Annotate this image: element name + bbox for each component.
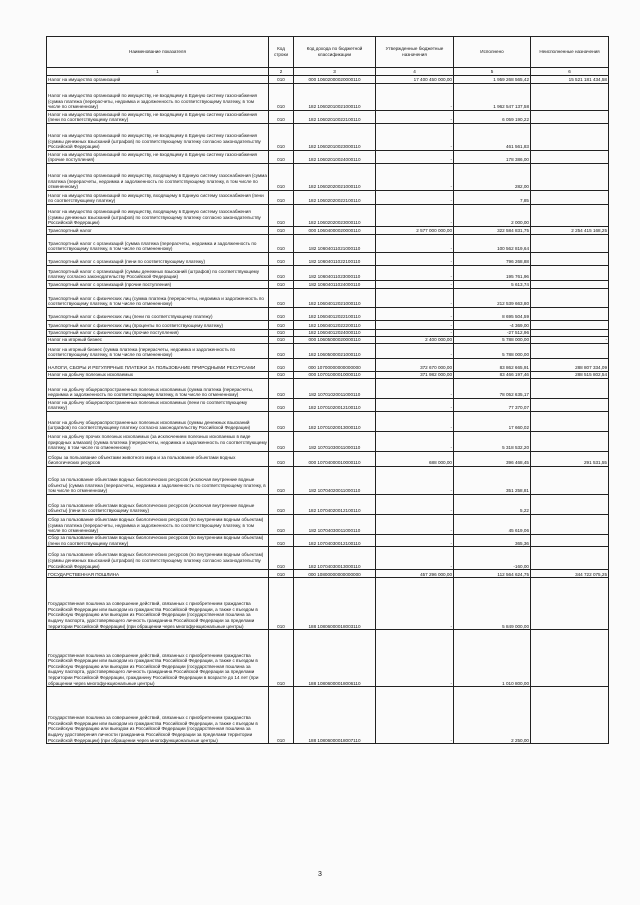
row-name: Налог на добычу полезных ископаемых [47, 372, 269, 379]
table-row [47, 535, 609, 547]
row-executed: 83 466 197,46 [454, 372, 531, 379]
row-name: Транспортный налог с организаций (суммы денежных взысканий (штрафов) по соответствующему платежу согласно законодательству Российской Федерации) [47, 266, 269, 281]
row-line-code: 010 [269, 330, 294, 337]
row-name: Налог на имущество организаций по имуществу, не входящему в Единую систему газоснабжения (сумма платежа (перерасчеты, недоимка и задолженность по соответствующему платежу, в том числе по отмененному) [47, 84, 269, 111]
table-body [47, 76, 609, 744]
row-income-code: 182 10602020023000110 [294, 205, 376, 227]
row-unexecuted [531, 308, 609, 321]
row-unexecuted [531, 235, 609, 253]
row-line-code: 010 [269, 570, 294, 578]
row-line-code: 010 [269, 76, 294, 84]
row-income-code: 188 10806000018007110 [294, 687, 376, 744]
row-income-code: 182 10704030012100110 [294, 535, 376, 547]
row-unexecuted: 291 531,55 [531, 452, 609, 467]
table-row [47, 630, 609, 687]
row-executed: 351 258,81 [454, 467, 531, 495]
row-unexecuted [531, 379, 609, 399]
row-name: Налог на добычу прочих полезных ископаемых (за исключением полезных ископаемых в виде природных алмазов) (сумма платежа (перерасчеты, недоимка и задолженность по соответствующему платежу, в том числе по отмененному) [47, 432, 269, 452]
row-approved: - [376, 111, 454, 124]
row-income-code: 000 10701000010000110 [294, 372, 376, 379]
row-name: ГОСУДАРСТВЕННАЯ ПОШЛИНА [47, 570, 269, 578]
row-income-code: 182 10604011021000110 [294, 235, 376, 253]
table-row [47, 84, 609, 111]
row-approved: - [376, 687, 454, 744]
row-executed: 2 250,00 [454, 687, 531, 744]
row-approved: - [376, 191, 454, 205]
row-line-code: 010 [269, 227, 294, 235]
row-approved: - [376, 164, 454, 191]
row-approved: 371 982 000,00 [376, 372, 454, 379]
row-executed: 1 962 547 137,58 [454, 84, 531, 111]
row-line-code: 010 [269, 379, 294, 399]
row-unexecuted [531, 344, 609, 359]
row-line-code: 010 [269, 253, 294, 266]
row-unexecuted [531, 253, 609, 266]
row-name: Налог на имущество организаций [47, 76, 269, 84]
row-name: Транспортный налог с организаций (сумма платежа (перерасчеты, недоимка и задолженность по соответствующему платежу, в том числе по отмененному) [47, 235, 269, 253]
row-approved: - [376, 124, 454, 151]
row-executed: -4 369,00 [454, 321, 531, 330]
row-executed: -27 512,96 [454, 330, 531, 337]
row-unexecuted [531, 124, 609, 151]
row-unexecuted [531, 84, 609, 111]
column-number: 5 [454, 68, 531, 76]
row-income-code: 182 10602020022100110 [294, 191, 376, 205]
row-unexecuted [531, 687, 609, 744]
row-line-code: 010 [269, 687, 294, 744]
row-unexecuted: 344 722 075,25 [531, 570, 609, 578]
row-unexecuted [531, 515, 609, 535]
row-income-code: 182 10602010024000110 [294, 151, 376, 164]
row-income-code: 182 10604012022200110 [294, 321, 376, 330]
row-income-code: 182 10602020021000110 [294, 164, 376, 191]
row-income-code: 182 10701020011000110 [294, 379, 376, 399]
row-line-code: 010 [269, 547, 294, 570]
row-line-code: 010 [269, 84, 294, 111]
row-approved: - [376, 205, 454, 227]
row-unexecuted [531, 266, 609, 281]
row-income-code: 000 10704000010000110 [294, 452, 376, 467]
table-row [47, 227, 609, 235]
row-executed: 83 862 665,91 [454, 359, 531, 372]
table-row [47, 359, 609, 372]
row-executed: 178 386,00 [454, 151, 531, 164]
table-row [47, 76, 609, 84]
row-income-code: 182 10604011023000110 [294, 266, 376, 281]
row-executed: 2 000,00 [454, 205, 531, 227]
column-number-row [47, 68, 609, 76]
row-line-code: 010 [269, 281, 294, 289]
row-name: Налог на имущество организаций по имуществу, входящему в Единую систему газоснабжения (пени по соответствующему платежу) [47, 191, 269, 205]
table-row [47, 570, 609, 578]
header-line-code: Код строки [269, 37, 294, 68]
table-row [47, 308, 609, 321]
table-row [47, 547, 609, 570]
row-name: Налог на имущество организаций по имуществу, не входящему в Единую систему газоснабжения (прочие поступления) [47, 151, 269, 164]
row-income-code: 188 10806000018003110 [294, 578, 376, 630]
row-line-code: 010 [269, 205, 294, 227]
row-unexecuted [531, 432, 609, 452]
row-name: Транспортный налог с организаций (прочие поступления) [47, 281, 269, 289]
table-row [47, 330, 609, 337]
row-approved: - [376, 344, 454, 359]
row-name: Сбор за пользование объектами водных биологических ресурсов (по внутренним водным объектам) (пени по соответствующему платежу) [47, 535, 269, 547]
row-executed: 77 370,07 [454, 399, 531, 412]
row-line-code: 010 [269, 399, 294, 412]
row-line-code: 010 [269, 359, 294, 372]
table-row [47, 164, 609, 191]
table-row [47, 281, 609, 289]
row-executed: 461 561,83 [454, 124, 531, 151]
row-name: Налог на игорный бизнес (сумма платежа (перерасчеты, недоимка и задолженность по соответствующему платежу, в том числе по отмененному) [47, 344, 269, 359]
row-income-code: 182 10602010023000110 [294, 124, 376, 151]
row-executed: 5 318 532,20 [454, 432, 531, 452]
table-row [47, 253, 609, 266]
row-approved: - [376, 515, 454, 535]
row-income-code: 182 10604012022100110 [294, 308, 376, 321]
row-executed: 195 761,96 [454, 266, 531, 281]
row-line-code: 010 [269, 452, 294, 467]
row-line-code: 010 [269, 337, 294, 344]
table-row [47, 578, 609, 630]
row-income-code: 182 10604011022100110 [294, 253, 376, 266]
row-unexecuted [531, 495, 609, 515]
row-line-code: 010 [269, 432, 294, 452]
table-row [47, 235, 609, 253]
row-line-code: 010 [269, 266, 294, 281]
row-line-code: 010 [269, 630, 294, 687]
row-name: Сбор за пользование объектами водных биологических ресурсов (по внутренним водным объектам) (сумма платежа (перерасчеты, недоимка и задолженность по соответствующему платежу, в том числе по отмененному) [47, 515, 269, 535]
table-row [47, 432, 609, 452]
row-name: Налог на имущество организаций по имуществу, входящему в Единую систему газоснабжения (сумма платежа (перерасчеты, недоимка и задолженность по соответствующему платежу, в том числе по отмененному) [47, 164, 269, 191]
row-executed: 282,00 [454, 164, 531, 191]
row-approved: - [376, 547, 454, 570]
row-approved: - [376, 151, 454, 164]
row-name: Транспортный налог [47, 227, 269, 235]
row-approved: - [376, 281, 454, 289]
row-income-code: 182 10602010022100110 [294, 111, 376, 124]
row-approved: 457 296 000,00 [376, 570, 454, 578]
row-unexecuted: 15 521 181 434,58 [531, 76, 609, 84]
row-name: Транспортный налог с физических лиц (пени по соответствующему платежу) [47, 308, 269, 321]
table-row [47, 191, 609, 205]
row-name: Транспортный налог с физических лиц (сумма платежа (перерасчеты, недоимка и задолженность по соответствующему платежу, в том числе по отмененному) [47, 289, 269, 308]
table-row [47, 412, 609, 432]
row-approved: - [376, 330, 454, 337]
column-number: 3 [294, 68, 376, 76]
row-approved: 688 000,00 [376, 452, 454, 467]
row-approved: - [376, 289, 454, 308]
row-approved: - [376, 495, 454, 515]
row-name: Государственная пошлина за совершение действий, связанных с приобретением гражданства Российской Федерации или выходом из гражданства Российской Федерации, а также с въездом в Российскую Федерацию или выездом из Российской Федерации (государственная пошлина за выдачу паспорта, удостоверяющего личность гражданина Российской Федерации за пределами территории Российской Федерации) (при обращении через многофункциональные центры) [47, 578, 269, 630]
row-approved: - [376, 308, 454, 321]
row-name: Сбор за пользование объектами водных биологических ресурсов (исключая внутренние водные объекты) (сумма платежа (перерасчеты, недоимка и задолженность по соответствующему платежу, в том числе по отмененному) [47, 467, 269, 495]
row-unexecuted: 288 807 334,09 [531, 359, 609, 372]
row-income-code: 182 10701020012100110 [294, 399, 376, 412]
row-income-code: 182 10701030011000110 [294, 432, 376, 452]
row-unexecuted [531, 151, 609, 164]
row-executed: 100 562 819,64 [454, 235, 531, 253]
row-unexecuted: 288 515 802,54 [531, 372, 609, 379]
table-row [47, 205, 609, 227]
row-approved: - [376, 630, 454, 687]
row-approved: 2 400 000,00 [376, 337, 454, 344]
row-line-code: 010 [269, 495, 294, 515]
row-line-code: 010 [269, 321, 294, 330]
header-income-code: Код дохода по бюджетной классификации [294, 37, 376, 68]
row-unexecuted [531, 205, 609, 227]
row-executed: 365,36 [454, 535, 531, 547]
row-unexecuted [531, 191, 609, 205]
row-line-code: 010 [269, 467, 294, 495]
row-line-code: 010 [269, 111, 294, 124]
row-approved: 17 400 450 000,00 [376, 76, 454, 84]
row-name: Государственная пошлина за совершение действий, связанных с приобретением гражданства Российской Федерации или выходом из гражданства Российской Федерации, а также с въездом в Российскую Федерацию или выездом из Российской Федерации (государственная пошлина за выдачу паспорта, удостоверяющего личность гражданина Российской Федерации за пределами территории Российской Федерации, гражданину Российской Федерации в возрасте до 14 лет (при обращении через многофункциональные центры) [47, 630, 269, 687]
row-approved: - [376, 266, 454, 281]
column-number: 1 [47, 68, 269, 76]
row-income-code: 182 10704030011000110 [294, 515, 376, 535]
row-approved: - [376, 321, 454, 330]
row-executed: 5 788 000,00 [454, 344, 531, 359]
row-executed: 5 788 000,00 [454, 337, 531, 344]
row-unexecuted [531, 111, 609, 124]
row-approved: - [376, 535, 454, 547]
row-name: Налог на добычу общераспространенных полезных ископаемых (сумма платежа (перерасчеты, недоимка и задолженность по соответствующему платежу, в том числе по отмененному) [47, 379, 269, 399]
row-income-code: 000 10605000020000110 [294, 337, 376, 344]
row-approved: - [376, 412, 454, 432]
row-executed: 322 584 831,75 [454, 227, 531, 235]
row-line-code: 010 [269, 535, 294, 547]
row-income-code: 182 10604012024000110 [294, 330, 376, 337]
row-approved: - [376, 235, 454, 253]
row-approved: - [376, 467, 454, 495]
row-executed: 17 660,02 [454, 412, 531, 432]
row-line-code: 010 [269, 344, 294, 359]
table-row [47, 467, 609, 495]
row-approved: - [376, 578, 454, 630]
row-income-code: 182 10704020012100110 [294, 495, 376, 515]
row-income-code: 188 10806000018006110 [294, 630, 376, 687]
row-unexecuted: 2 254 415 168,25 [531, 227, 609, 235]
row-executed: 5 849 000,00 [454, 578, 531, 630]
table-row [47, 289, 609, 308]
row-line-code: 010 [269, 308, 294, 321]
row-name: Государственная пошлина за совершение действий, связанных с приобретением гражданства Российской Федерации или выходом из гражданства Российской Федерации, а также с въездом в Российскую Федерацию или выездом из Российской Федерации (государственная пошлина за выдачу удостоверения личности гражданина Российской Федерации за пределами территории Российской Федерации) (при обращении через многофункциональные центры) [47, 687, 269, 744]
row-name: Налог на добычу общераспространенных полезных ископаемых (пени по соответствующему платежу) [47, 399, 269, 412]
row-line-code: 010 [269, 372, 294, 379]
table-row [47, 151, 609, 164]
row-income-code: 182 10704020011000110 [294, 467, 376, 495]
row-unexecuted [531, 321, 609, 330]
row-name: Сбор за пользование объектами водных биологических ресурсов (по внутренним водным объектам) (суммы денежных взысканий (штрафов) по соответствующему платежу согласно законодательству Российской Федерации) [47, 547, 269, 570]
row-executed: -160,00 [454, 547, 531, 570]
table-row [47, 452, 609, 467]
row-unexecuted [531, 281, 609, 289]
row-name: Сборы за пользование объектами животного мира и за пользование объектами водных биологических ресурсов [47, 452, 269, 467]
row-executed: 396 468,45 [454, 452, 531, 467]
row-line-code: 010 [269, 191, 294, 205]
row-unexecuted: - [531, 337, 609, 344]
row-executed: 8 695 504,59 [454, 308, 531, 321]
column-number: 6 [531, 68, 609, 76]
budget-execution-table [46, 36, 609, 744]
row-income-code: 000 10604000020000110 [294, 227, 376, 235]
row-executed: 6 059 190,22 [454, 111, 531, 124]
row-line-code: 010 [269, 578, 294, 630]
row-name: Налог на игорный бизнес [47, 337, 269, 344]
row-income-code: 000 10602000020000110 [294, 76, 376, 84]
row-name: Сбор за пользование объектами водных биологических ресурсов (исключая внутренние водные объекты) (пени по соответствующему платежу) [47, 495, 269, 515]
row-approved: - [376, 84, 454, 111]
row-approved: 372 670 000,00 [376, 359, 454, 372]
table-row [47, 124, 609, 151]
row-executed: 1 010 800,00 [454, 630, 531, 687]
row-unexecuted [531, 535, 609, 547]
row-name: НАЛОГИ, СБОРЫ И РЕГУЛЯРНЫЕ ПЛАТЕЖИ ЗА ПОЛЬЗОВАНИЕ ПРИРОДНЫМИ РЕСУРСАМИ [47, 359, 269, 372]
row-name: Налог на добычу общераспространенных полезных ископаемых (суммы денежных взысканий (штрафов) по соответствующему платежу согласно законодательству Российской Федерации) [47, 412, 269, 432]
table-row [47, 321, 609, 330]
table-row [47, 372, 609, 379]
row-name: Налог на имущество организаций по имуществу, входящему в Единую систему газоснабжения (суммы денежных взысканий (штрафов) по соответствующему платежу согласно законодательству Российской Федерации) [47, 205, 269, 227]
row-line-code: 010 [269, 151, 294, 164]
table-row [47, 515, 609, 535]
row-name: Транспортный налог с физических лиц (прочие поступления) [47, 330, 269, 337]
row-income-code: 182 10604011024000110 [294, 281, 376, 289]
column-number: 4 [376, 68, 454, 76]
row-unexecuted [531, 630, 609, 687]
header-unexecuted: Неисполненные назначения [531, 37, 609, 68]
row-unexecuted [531, 399, 609, 412]
row-income-code: 000 10700000000000000 [294, 359, 376, 372]
row-approved: 2 577 000 000,00 [376, 227, 454, 235]
row-income-code: 182 10604012021000110 [294, 289, 376, 308]
row-unexecuted [531, 330, 609, 337]
row-executed: 5,22 [454, 495, 531, 515]
row-unexecuted [531, 289, 609, 308]
row-name: Налог на имущество организаций по имуществу, не входящему в Единую систему газоснабжения (суммы денежных взысканий (штрафов) по соответствующему платежу согласно законодательству Российской Федерации) [47, 124, 269, 151]
row-executed: 5 613,74 [454, 281, 531, 289]
table-row [47, 687, 609, 744]
row-executed: 112 564 624,75 [454, 570, 531, 578]
row-name: Транспортный налог с физических лиц (проценты по соответствующему платежу) [47, 321, 269, 330]
row-line-code: 010 [269, 235, 294, 253]
row-approved: - [376, 379, 454, 399]
row-executed: 796 268,88 [454, 253, 531, 266]
header-approved: Утвержденные бюджетные назначения [376, 37, 454, 68]
column-number: 2 [269, 68, 294, 76]
row-unexecuted [531, 412, 609, 432]
row-approved: - [376, 253, 454, 266]
row-executed: 78 052 635,17 [454, 379, 531, 399]
row-unexecuted [531, 578, 609, 630]
row-unexecuted [531, 467, 609, 495]
row-line-code: 010 [269, 164, 294, 191]
table-row [47, 337, 609, 344]
table-row [47, 111, 609, 124]
row-line-code: 010 [269, 515, 294, 535]
row-executed: 45 619,06 [454, 515, 531, 535]
row-executed: 1 959 268 565,42 [454, 76, 531, 84]
row-approved: - [376, 432, 454, 452]
row-unexecuted [531, 547, 609, 570]
page-number: 3 [318, 871, 322, 878]
row-income-code: 182 10602010021000110 [294, 84, 376, 111]
row-line-code: 010 [269, 124, 294, 151]
table-row [47, 344, 609, 359]
table-row [47, 379, 609, 399]
row-executed: 7,85 [454, 191, 531, 205]
row-income-code: 182 10704030013000110 [294, 547, 376, 570]
row-line-code: 010 [269, 412, 294, 432]
row-name: Налог на имущество организаций по имуществу, не входящему в Единую систему газоснабжения (пени по соответствующему платежу) [47, 111, 269, 124]
header-name: Наименование показателя [47, 37, 269, 68]
row-income-code: 182 10605000021000110 [294, 344, 376, 359]
table-header-row [47, 37, 609, 68]
header-executed: Исполнено [454, 37, 531, 68]
row-line-code: 010 [269, 289, 294, 308]
row-name: Транспортный налог с организаций (пени по соответствующему платежу) [47, 253, 269, 266]
row-income-code: 000 10800000000000000 [294, 570, 376, 578]
table-row [47, 266, 609, 281]
row-unexecuted [531, 164, 609, 191]
row-approved: - [376, 399, 454, 412]
row-executed: 212 539 663,80 [454, 289, 531, 308]
row-income-code: 182 10701020013000110 [294, 412, 376, 432]
table-row [47, 495, 609, 515]
table-row [47, 399, 609, 412]
